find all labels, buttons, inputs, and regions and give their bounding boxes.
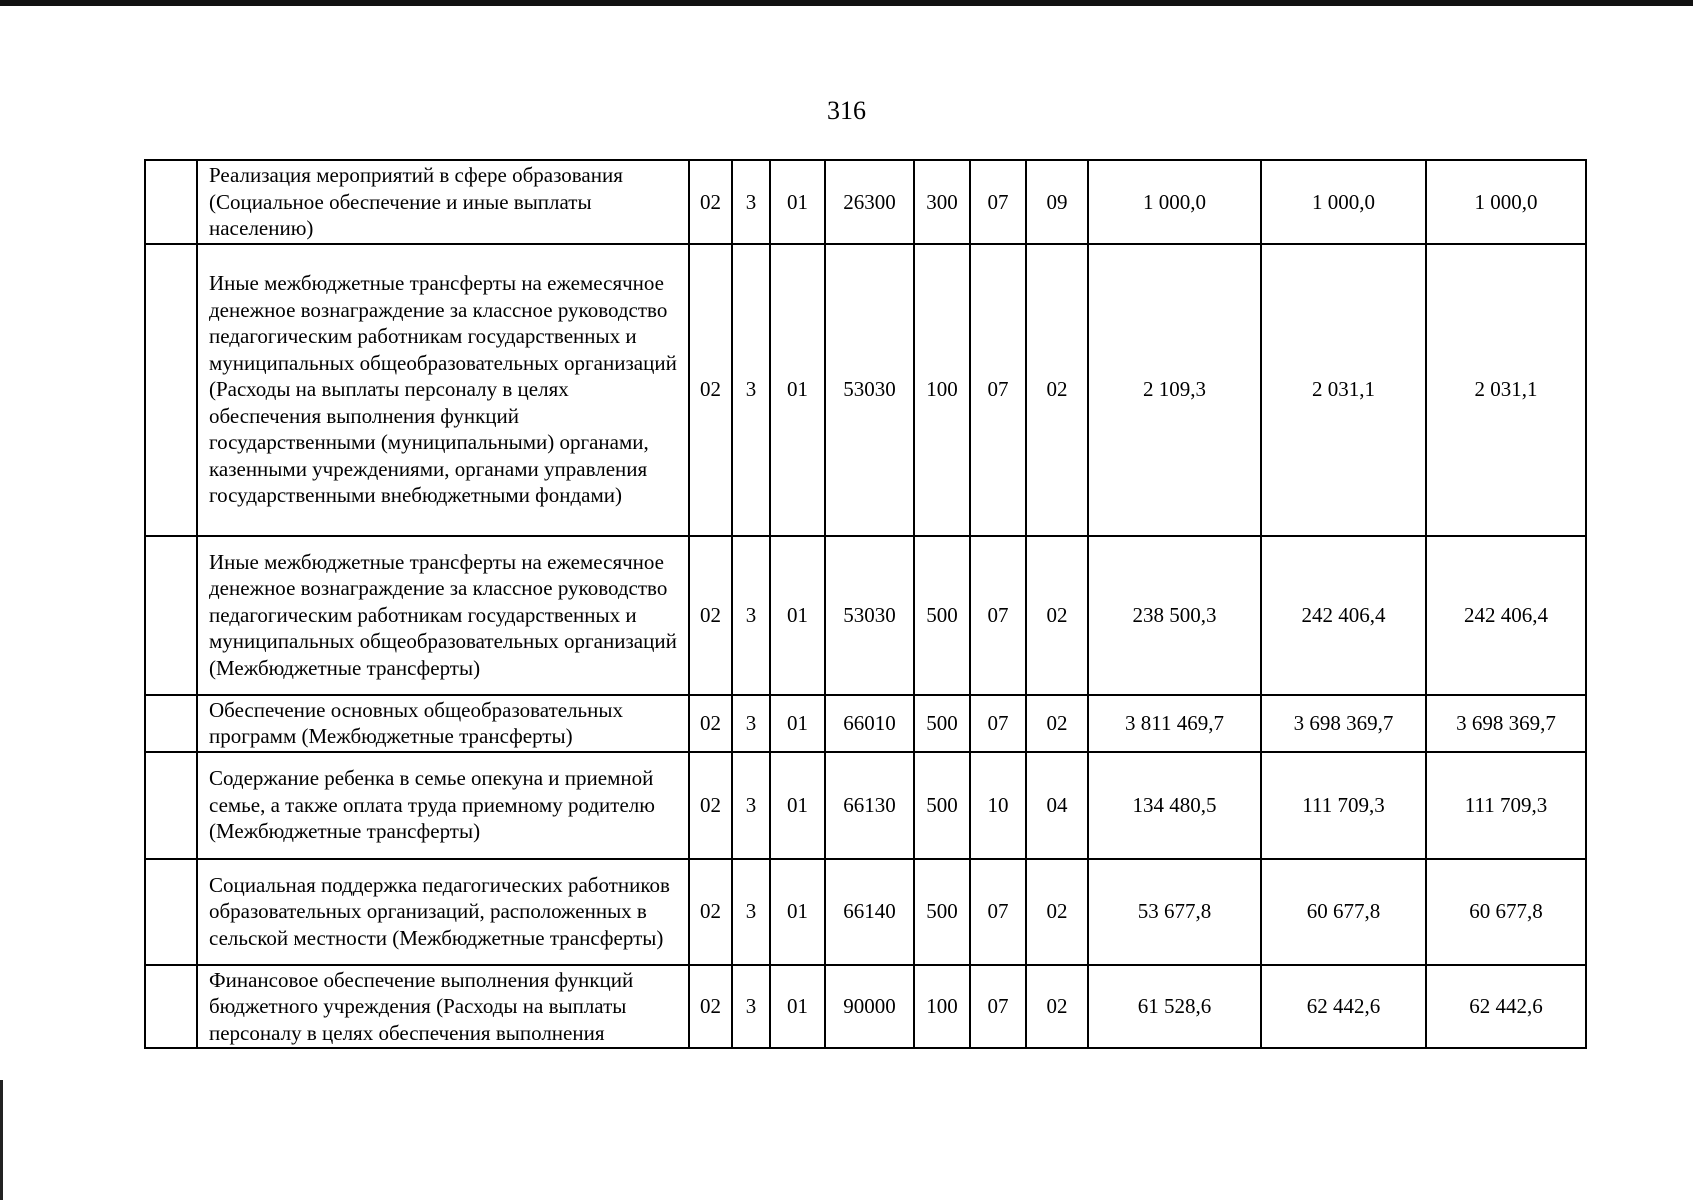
code-cell: 26300 <box>825 160 914 244</box>
code-cell: 02 <box>689 160 732 244</box>
amount-cell: 134 480,5 <box>1088 752 1261 859</box>
budget-table <box>144 159 1587 1049</box>
code-cell: 04 <box>1026 752 1088 859</box>
row-empty-cell <box>145 695 197 752</box>
code-cell: 53030 <box>825 536 914 695</box>
code-cell: 500 <box>914 752 970 859</box>
code-cell: 01 <box>770 965 825 1049</box>
amount-cell: 242 406,4 <box>1426 536 1586 695</box>
code-cell: 02 <box>689 859 732 965</box>
code-cell: 66130 <box>825 752 914 859</box>
code-cell: 3 <box>732 244 770 536</box>
code-cell: 3 <box>732 160 770 244</box>
code-cell: 3 <box>732 859 770 965</box>
amount-cell: 62 442,6 <box>1426 965 1586 1049</box>
code-cell: 07 <box>970 160 1026 244</box>
row-description: Иные межбюджетные трансферты на ежемесячное денежное вознаграждение за классное руководство педагогическим работникам государственных и муниципальных общеобразовательных организаций (Межбюджетные трансферты) <box>197 536 689 695</box>
amount-cell: 2 031,1 <box>1426 244 1586 536</box>
table-row <box>145 244 1586 536</box>
code-cell: 07 <box>970 695 1026 752</box>
code-cell: 300 <box>914 160 970 244</box>
code-cell: 01 <box>770 244 825 536</box>
code-cell: 02 <box>689 752 732 859</box>
code-cell: 90000 <box>825 965 914 1049</box>
amount-cell: 1 000,0 <box>1426 160 1586 244</box>
row-description: Финансовое обеспечение выполнения функций бюджетного учреждения (Расходы на выплаты персоналу в целях обеспечения выполнения <box>197 965 689 1049</box>
amount-cell: 242 406,4 <box>1261 536 1426 695</box>
amount-cell: 1 000,0 <box>1088 160 1261 244</box>
amount-cell: 2 109,3 <box>1088 244 1261 536</box>
row-description: Иные межбюджетные трансферты на ежемесячное денежное вознаграждение за классное руководство педагогическим работникам государственных и муниципальных общеобразовательных организаций (Расходы на выплаты персоналу в целях обеспечения выполнения функций государственными (муниципальными) органами, казенными учреждениями, органами управления государственными внебюджетными фондами) <box>197 244 689 536</box>
code-cell: 500 <box>914 536 970 695</box>
code-cell: 01 <box>770 695 825 752</box>
code-cell: 02 <box>1026 695 1088 752</box>
row-description: Обеспечение основных общеобразовательных программ (Межбюджетные трансферты) <box>197 695 689 752</box>
amount-cell: 2 031,1 <box>1261 244 1426 536</box>
code-cell: 02 <box>1026 965 1088 1049</box>
code-cell: 66140 <box>825 859 914 965</box>
code-cell: 500 <box>914 859 970 965</box>
page-number: 316 <box>827 96 866 125</box>
amount-cell: 111 709,3 <box>1426 752 1586 859</box>
table-row <box>145 752 1586 859</box>
code-cell: 02 <box>1026 244 1088 536</box>
code-cell: 3 <box>732 536 770 695</box>
amount-cell: 61 528,6 <box>1088 965 1261 1049</box>
amount-cell: 3 811 469,7 <box>1088 695 1261 752</box>
code-cell: 01 <box>770 536 825 695</box>
table-row <box>145 695 1586 752</box>
row-empty-cell <box>145 965 197 1049</box>
code-cell: 07 <box>970 244 1026 536</box>
table-row <box>145 859 1586 965</box>
table-row <box>145 965 1586 1049</box>
code-cell: 07 <box>970 859 1026 965</box>
code-cell: 07 <box>970 536 1026 695</box>
code-cell: 3 <box>732 752 770 859</box>
code-cell: 01 <box>770 160 825 244</box>
code-cell: 100 <box>914 244 970 536</box>
row-description: Содержание ребенка в семье опекуна и приемной семье, а также оплата труда приемному родителю (Межбюджетные трансферты) <box>197 752 689 859</box>
code-cell: 02 <box>1026 859 1088 965</box>
code-cell: 66010 <box>825 695 914 752</box>
scan-left-edge <box>0 1080 3 1200</box>
row-empty-cell <box>145 244 197 536</box>
amount-cell: 60 677,8 <box>1426 859 1586 965</box>
amount-cell: 60 677,8 <box>1261 859 1426 965</box>
code-cell: 02 <box>689 695 732 752</box>
table-row <box>145 160 1586 244</box>
code-cell: 3 <box>732 695 770 752</box>
amount-cell: 53 677,8 <box>1088 859 1261 965</box>
row-description: Социальная поддержка педагогических работников образовательных организаций, расположенных в сельской местности (Межбюджетные трансферты) <box>197 859 689 965</box>
row-description: Реализация мероприятий в сфере образования (Социальное обеспечение и иные выплаты населению) <box>197 160 689 244</box>
code-cell: 01 <box>770 752 825 859</box>
code-cell: 07 <box>970 965 1026 1049</box>
code-cell: 3 <box>732 965 770 1049</box>
code-cell: 02 <box>689 536 732 695</box>
code-cell: 01 <box>770 859 825 965</box>
amount-cell: 1 000,0 <box>1261 160 1426 244</box>
row-empty-cell <box>145 859 197 965</box>
code-cell: 53030 <box>825 244 914 536</box>
amount-cell: 3 698 369,7 <box>1261 695 1426 752</box>
amount-cell: 111 709,3 <box>1261 752 1426 859</box>
code-cell: 500 <box>914 695 970 752</box>
code-cell: 09 <box>1026 160 1088 244</box>
row-empty-cell <box>145 752 197 859</box>
amount-cell: 238 500,3 <box>1088 536 1261 695</box>
code-cell: 02 <box>1026 536 1088 695</box>
amount-cell: 3 698 369,7 <box>1426 695 1586 752</box>
row-empty-cell <box>145 536 197 695</box>
code-cell: 02 <box>689 244 732 536</box>
amount-cell: 62 442,6 <box>1261 965 1426 1049</box>
row-empty-cell <box>145 160 197 244</box>
code-cell: 02 <box>689 965 732 1049</box>
scan-top-edge <box>0 0 1693 6</box>
code-cell: 10 <box>970 752 1026 859</box>
table-row <box>145 536 1586 695</box>
code-cell: 100 <box>914 965 970 1049</box>
